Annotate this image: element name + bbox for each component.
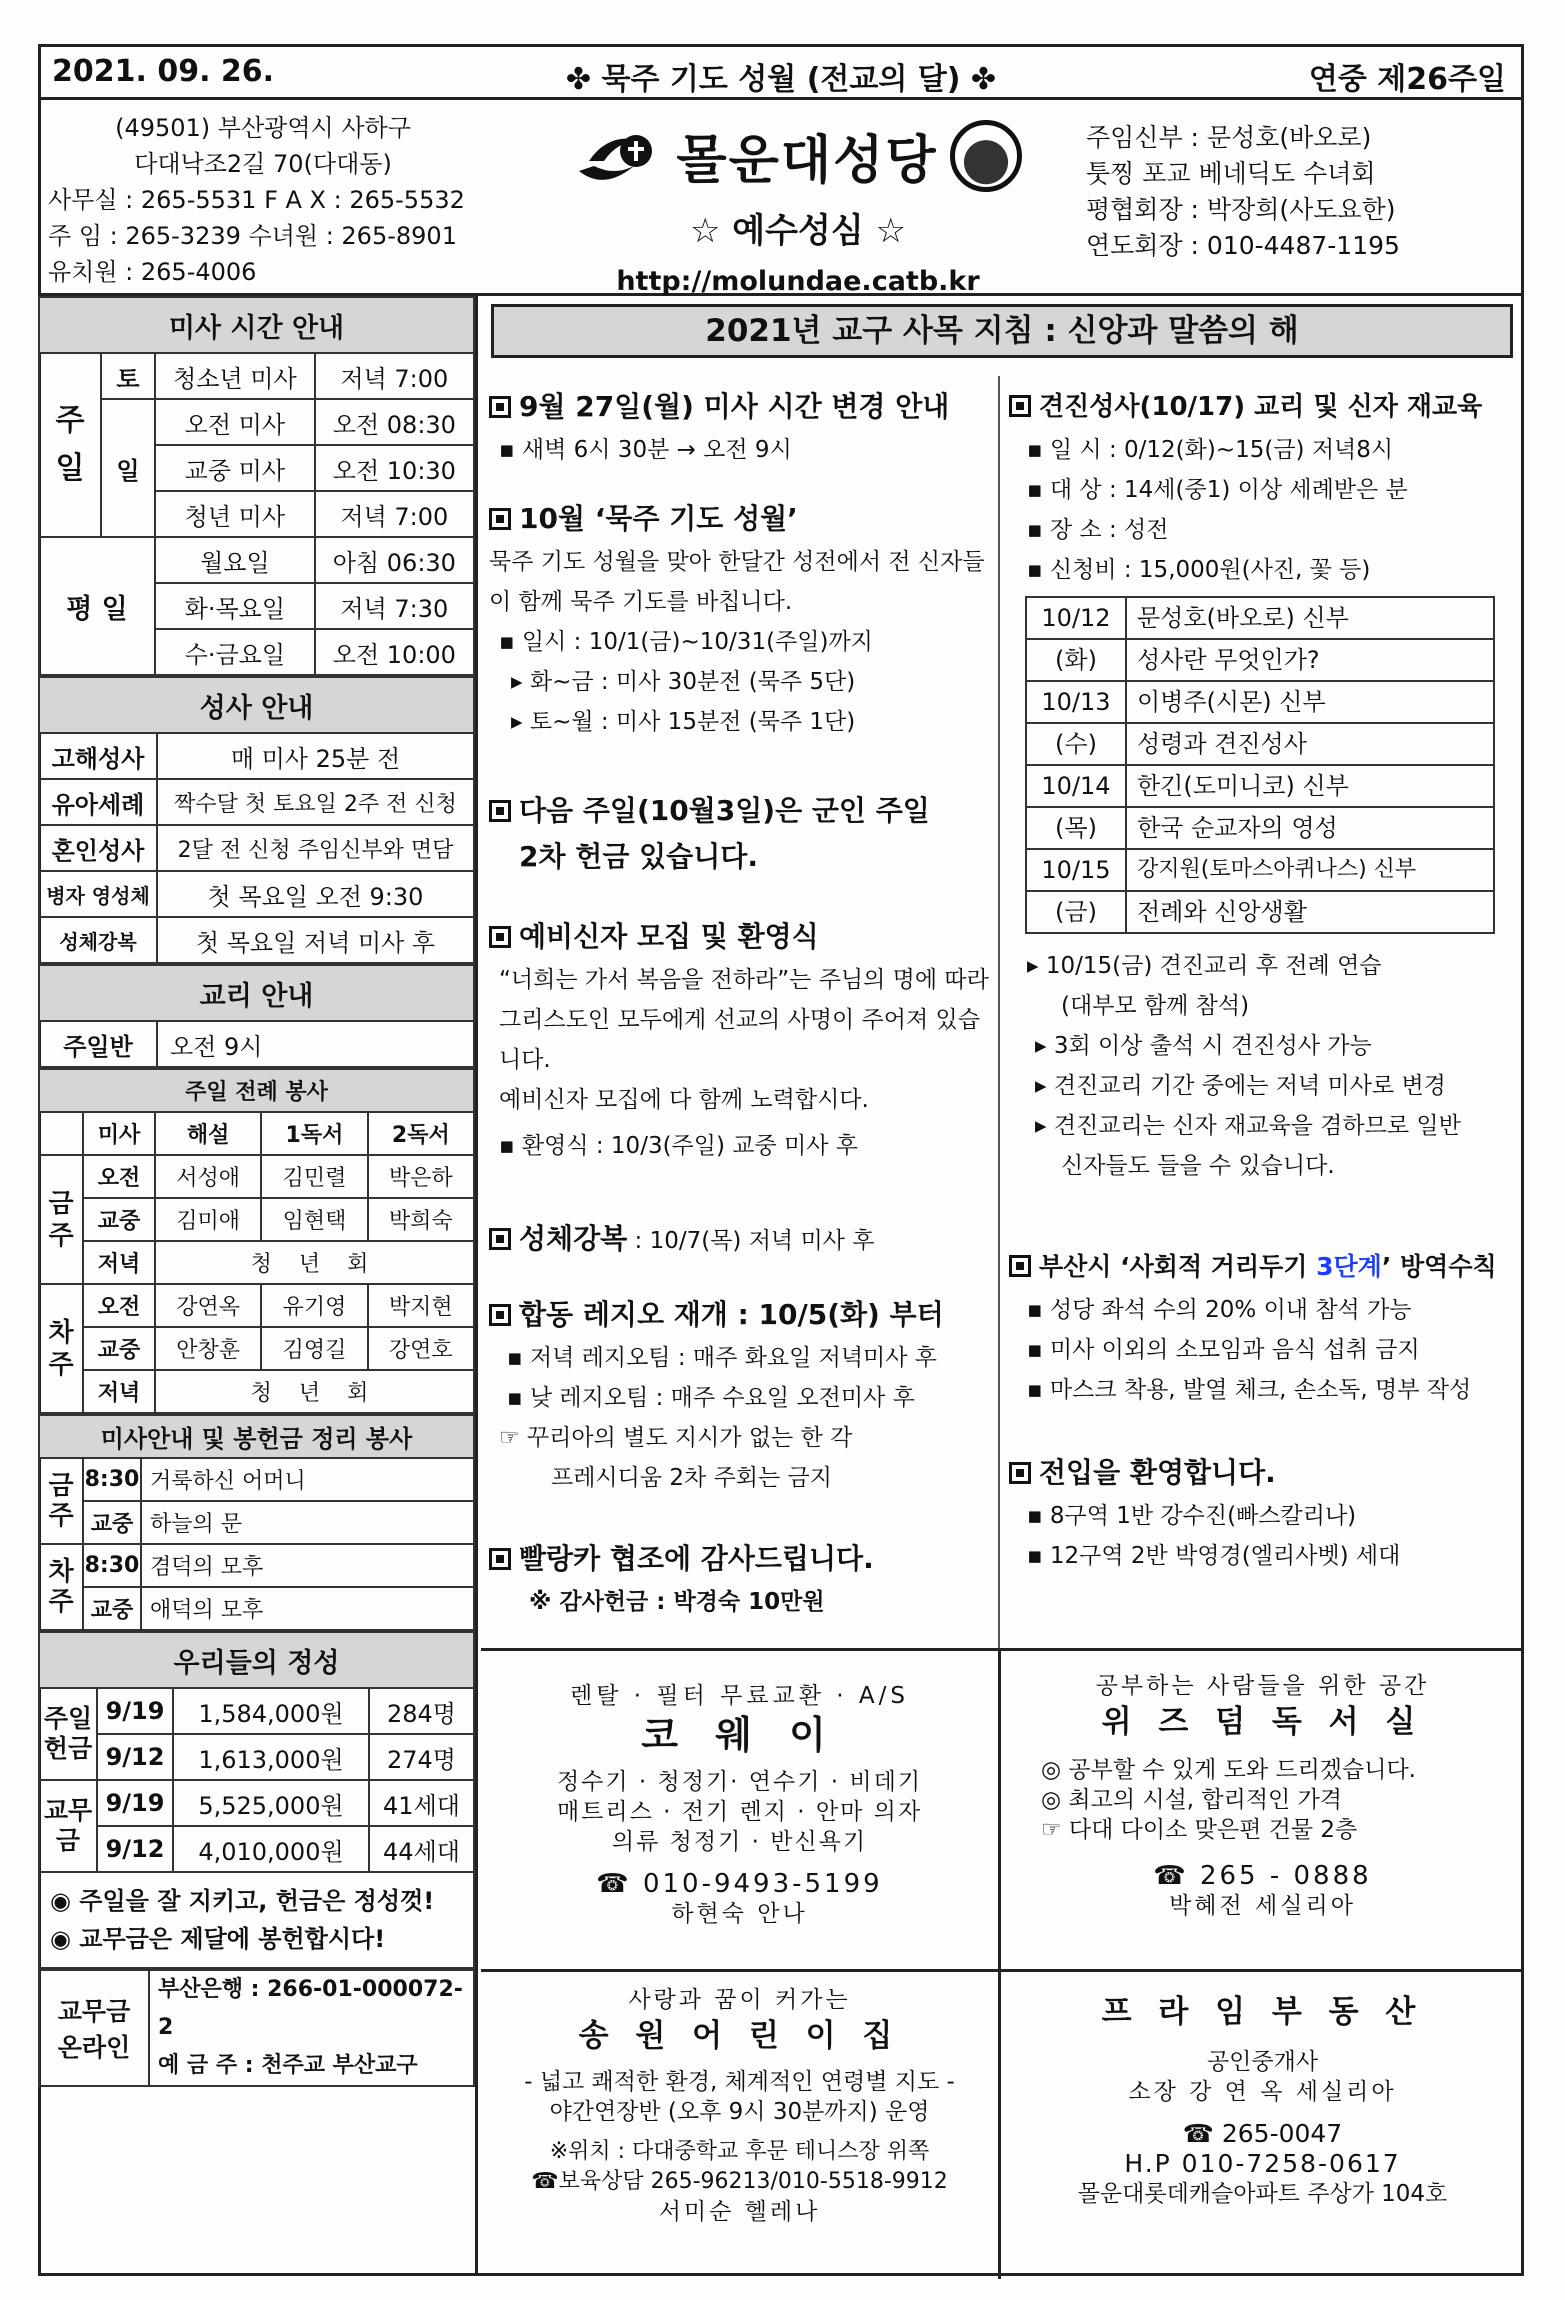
staff-block [1086, 120, 1400, 264]
lecture-day: (금) [1026, 891, 1126, 933]
ad-tagline: 사랑과 꿈이 커가는 [628, 1987, 851, 2013]
lecture-day: (화) [1026, 639, 1126, 681]
lecture-table [1025, 596, 1495, 934]
online-info [149, 1970, 474, 2086]
lecture-date: 10/13 [1026, 681, 1126, 723]
checkbox-icon [489, 800, 511, 822]
lecture-date: 10/15 [1026, 849, 1126, 891]
notice-heading: 전입을 환영합니다. [1039, 1456, 1276, 1489]
ad-phone: ☎ 265-0047 [1182, 2119, 1343, 2148]
mass-name: 화·목요일 [155, 583, 315, 629]
lecture-topic: 전례와 신앙생활 [1126, 891, 1494, 933]
notice-palanca [489, 1536, 994, 1622]
cell: 저녁 [83, 1241, 155, 1284]
notice-heading: 10월 ‘묵주 기도 성월’ [519, 502, 798, 535]
mass-title: 미사 시간 안내 [39, 297, 474, 353]
notice-line: ☞ 꾸리아의 별도 지시가 없는 한 각 [499, 1425, 853, 1451]
liturgical-week: 연중 제26주일 [1308, 62, 1506, 97]
checkbox-icon [489, 508, 511, 530]
col-head: 미사 [83, 1112, 155, 1155]
cell: 애덕의 모후 [141, 1587, 474, 1630]
notice-line: ▸ 3회 이상 출석 시 견진성사 가능 [1035, 1033, 1372, 1059]
notice-line: ▸ 화~금 : 미사 30분전 (묵주 5단) [511, 669, 856, 695]
lecturer: 강지원(토마스아퀴나스) 신부 [1126, 849, 1494, 891]
sacrament-info: 첫 목요일 오전 9:30 [157, 871, 474, 917]
lecturer: 한긴(도미니코) 신부 [1126, 765, 1494, 807]
ad-daycare [481, 1985, 998, 2227]
sacrament-title: 성사 안내 [39, 677, 474, 733]
ad-divider [481, 1969, 1524, 1972]
cell: 박은하 [368, 1155, 474, 1198]
blank-cell [39, 1112, 83, 1155]
notice-line: ▪ 환영식 : 10/3(주일) 교중 미사 후 [499, 1133, 858, 1159]
checkbox-icon [1009, 395, 1031, 417]
lecture-date: 10/14 [1026, 765, 1126, 807]
guide-title: 미사안내 및 봉헌금 정리 봉사 [39, 1415, 474, 1458]
guide-table [38, 1414, 475, 1631]
office-phone: 사무실 : 265-5531 F A X : 265-5532 [48, 186, 465, 214]
cell: 청 년 회 [155, 1241, 474, 1284]
address-block [48, 110, 478, 290]
notice-benediction [489, 1216, 994, 1264]
cell: 김미애 [155, 1198, 261, 1241]
cell: 4,010,000원 [173, 1826, 369, 1872]
notice-confirmation [1009, 384, 1519, 1186]
mass-name: 청소년 미사 [155, 353, 315, 399]
month-theme: ✤ 묵주 기도 성월 (전교의 달) ✤ [565, 62, 997, 97]
notice-line: ▪ 일시 : 10/1(금)~10/31(주일)까지 [499, 629, 873, 655]
left-column [38, 296, 478, 2276]
cell: 8:30 [83, 1458, 141, 1501]
ad-line: ☎보육상담 265-96213/010-5518-9912 [531, 2169, 948, 2194]
notice-line: ▸ 10/15(금) 견진교리 후 전례 연습 [1027, 953, 1382, 979]
notice-line: ▪ 8구역 1반 강수진(빠스칼리나) [1027, 1503, 1357, 1529]
sacrament-name: 유아세례 [39, 779, 157, 825]
cell: 거룩하신 어머니 [141, 1458, 474, 1501]
ship-emblem-icon [950, 120, 1022, 192]
level-highlight: 3단계 [1316, 1252, 1382, 1281]
notice-catechumen [489, 914, 994, 1166]
notice-heading: 부산시 ‘사회적 거리두기 [1039, 1252, 1317, 1281]
lecture-date: 10/12 [1026, 597, 1126, 639]
cell: 교중 [83, 1587, 141, 1630]
ad-line: ☞ 다대 다이소 맞은편 건물 2층 [1041, 1817, 1358, 1843]
mass-name: 교중 미사 [155, 445, 315, 491]
col-head: 1독서 [261, 1112, 367, 1155]
ad-phone: ☎ 265 - 0888 [1153, 1861, 1372, 1891]
ad-address: 몰운대롯데캐슬아파트 주상가 104호 [1077, 2181, 1448, 2207]
staff-line: 평협회장 : 박장희(사도요한) [1086, 195, 1396, 224]
pastoral-banner: 2021년 교구 사목 지침 : 신앙과 말씀의 해 [491, 304, 1513, 358]
ad-name: 프 라 임 부 동 산 [1101, 1994, 1424, 2030]
account-holder: 예 금 주 : 천주교 부산교구 [158, 2053, 418, 2078]
cell: 김민렬 [261, 1155, 367, 1198]
catechism-table [38, 964, 475, 1068]
notice-paragraph: 예비신자 모집에 다 함께 노력합시다. [499, 1087, 869, 1113]
cell: 교중 [83, 1501, 141, 1544]
ad-wisdom [1001, 1671, 1524, 1921]
catechism-label: 주일반 [39, 1021, 157, 1067]
cell: 교중 [83, 1327, 155, 1370]
notice-line: ▪ 저녁 레지오팀 : 매주 화요일 저녁미사 후 [507, 1345, 938, 1371]
cell: 겸덕의 모후 [141, 1544, 474, 1587]
sacrament-name: 성체강복 [39, 917, 157, 963]
notice-text: : 10/7(목) 저녁 미사 후 [627, 1228, 875, 1254]
checkbox-icon [1009, 1462, 1031, 1484]
notice-line: ▪ 대 상 : 14세(중1) 이상 세례받은 분 [1027, 477, 1408, 503]
ad-contact: 박혜전 세실리아 [1169, 1893, 1356, 1919]
notice-paragraph: “너희는 가서 복음을 전하라”는 주님의 명에 따라 그리스도인 모두에게 선교의 사명이 주어져 있습니다. [499, 967, 989, 1073]
cell: 41세대 [369, 1780, 474, 1826]
lecture-day: (목) [1026, 807, 1126, 849]
liturgy-table [38, 1068, 475, 1414]
notice-heading: 9월 27일(월) 미사 시간 변경 안내 [519, 390, 950, 423]
ad-contact: 서미순 헬레나 [658, 2199, 821, 2225]
ad-coway [481, 1681, 998, 1929]
lecturer: 이병주(시몬) 신부 [1126, 681, 1494, 723]
address-line: 다대낙조2길 70(다대동) [134, 150, 392, 178]
issue-date: 2021. 09. 26. [52, 54, 275, 89]
ad-phone: ☎ 010-9493-5199 [596, 1869, 883, 1899]
cell: 284명 [369, 1688, 474, 1734]
next-week-label: 차주 [39, 1544, 83, 1630]
staff-line: 툿찡 포교 베네딕도 수녀회 [1086, 159, 1376, 188]
catechism-value: 오전 9시 [157, 1021, 474, 1067]
notice-legio [489, 1292, 994, 1498]
notice-line: ▪ 마스크 착용, 발열 체크, 손소독, 명부 작성 [1027, 1377, 1472, 1403]
cell: 274명 [369, 1734, 474, 1780]
ad-line: - 넓고 쾌적한 환경, 체계적인 연령별 지도 - [524, 2069, 955, 2095]
this-week-label: 금주 [39, 1458, 83, 1544]
notice-heading: 견진성사(10/17) 교리 및 신자 재교육 [1039, 392, 1483, 422]
liturgy-title: 주일 전례 봉사 [39, 1069, 474, 1112]
next-week-label: 차주 [39, 1284, 83, 1413]
notice-line: ▪ 새벽 6시 30분 → 오전 9시 [499, 437, 792, 463]
ad-name: 코 웨 이 [641, 1713, 838, 1757]
notice-heading: 다음 주일(10월3일)은 군인 주일 [519, 794, 930, 827]
ad-line: 공인중개사 [1206, 2049, 1319, 2075]
bank-account: 부산은행 : 266-01-000072-2 [158, 1977, 463, 2040]
cell: 김영길 [261, 1327, 367, 1370]
notice-line: ▸ 견진교리는 신자 재교육을 겸하므로 일반 [1035, 1113, 1461, 1139]
sacrament-info: 짝수달 첫 토요일 2주 전 신청 [157, 779, 474, 825]
col-head: 2독서 [368, 1112, 474, 1155]
weekday-label: 평 일 [39, 537, 155, 675]
ad-line: 야간연장반 (오후 9시 30분까지) 운영 [549, 2099, 930, 2125]
notice-line: ▪ 낮 레지오팀 : 매주 수요일 오전미사 후 [507, 1385, 915, 1411]
cell: 저녁 [83, 1370, 155, 1413]
notice-line: 프레시디움 2차 주회는 금지 [551, 1465, 832, 1491]
ad-line: 정수기 · 청정기· 연수기 · 비데기 [556, 1769, 923, 1795]
online-table [38, 1969, 475, 2087]
notice-heading: 빨랑카 협조에 감사드립니다. [519, 1542, 874, 1575]
sun-label: 일 [101, 399, 155, 537]
notice-line: ▸ 견진교리 기간 중에는 저녁 미사로 변경 [1035, 1073, 1446, 1099]
this-week-label: 금주 [39, 1155, 83, 1284]
sacrament-info: 매 미사 25분 전 [157, 733, 474, 779]
notice-line: ▪ 일 시 : 0/12(화)~15(금) 저녁8시 [1027, 437, 1394, 463]
online-label: 교무금 온라인 [39, 1970, 149, 2086]
checkbox-icon [489, 926, 511, 948]
swirl-cross-icon [574, 121, 664, 191]
notice-line: ▪ 장 소 : 성전 [1027, 517, 1169, 543]
sunday-offering-label: 주일헌금 [39, 1688, 97, 1780]
church-name: 몰운대성당 [676, 131, 938, 191]
main-column [481, 296, 1524, 1648]
sunday-label: 주 일 [39, 353, 101, 537]
notice-line: ▸ 토~월 : 미사 15분전 (묵주 1단) [511, 709, 856, 735]
kindergarten-phone: 유치원 : 265-4006 [48, 258, 257, 286]
church-subtitle: ☆ 예수성심 ☆ [689, 211, 906, 251]
ad-line: 의류 청정기 · 반신욕기 [611, 1829, 868, 1855]
notice-heading: 2차 헌금 있습니다. [519, 840, 758, 873]
staff-line: 주임신부 : 문성호(바오로) [1086, 123, 1372, 152]
checkbox-icon [489, 1228, 511, 1250]
ad-line: ◎ 최고의 시설, 합리적인 가격 [1041, 1787, 1343, 1813]
notice-line: ▪ 12구역 2반 박영경(엘리사벳) 세대 [1027, 1543, 1401, 1569]
notice-line: ▪ 미사 이외의 소모임과 음식 섭취 금지 [1027, 1337, 1420, 1363]
mass-name: 청년 미사 [155, 491, 315, 537]
cell: 8:30 [83, 1544, 141, 1587]
checkbox-icon [1009, 1255, 1031, 1277]
lecture-topic: 성사란 무엇인가? [1126, 639, 1494, 681]
cell: 1,613,000원 [173, 1734, 369, 1780]
top-bar [38, 44, 1524, 100]
offering-notes [39, 1872, 474, 1968]
cell: 서성애 [155, 1155, 261, 1198]
mass-time: 저녁 7:00 [315, 353, 474, 399]
notice-military-sunday [489, 788, 994, 880]
ad-realestate [1001, 1991, 1524, 2209]
notice-rosary [489, 496, 994, 742]
notice-line: (대부모 함께 참석) [1061, 993, 1250, 1019]
mass-time: 오전 10:30 [315, 445, 474, 491]
header [38, 100, 1524, 296]
sacrament-table [38, 676, 475, 964]
notice-line: ▪ 성당 좌석 수의 20% 이내 참석 가능 [1027, 1297, 1412, 1323]
mass-time: 저녁 7:00 [315, 491, 474, 537]
ad-name: 송 원 어 린 이 집 [578, 2018, 901, 2054]
cell: 강연호 [368, 1327, 474, 1370]
cell: 유기영 [261, 1284, 367, 1327]
notice-distancing [1009, 1244, 1521, 1410]
offering-table [38, 1631, 475, 1969]
church-url[interactable]: http://molundae.catb.kr [616, 266, 980, 297]
offering-title: 우리들의 정성 [39, 1632, 474, 1688]
sacrament-info: 2달 전 신청 주임신부와 면담 [157, 825, 474, 871]
notice-heading: ’ 방역수칙 [1381, 1252, 1497, 1281]
staff-line: 연도회장 : 010-4487-1195 [1086, 231, 1400, 260]
notice-line: 신자들도 들을 수 있습니다. [1061, 1153, 1335, 1179]
mass-name: 월요일 [155, 537, 315, 583]
checkbox-icon [489, 1304, 511, 1326]
cell: 9/12 [97, 1826, 173, 1872]
cell: 박희숙 [368, 1198, 474, 1241]
ad-line: 매트리스 · 전기 렌지 · 안마 의자 [556, 1799, 923, 1825]
ad-tagline: 공부하는 사람들을 위한 공간 [1095, 1673, 1430, 1699]
lecture-day: (수) [1026, 723, 1126, 765]
checkbox-icon [489, 1548, 511, 1570]
checkbox-icon [489, 396, 511, 418]
ad-contact: 하현숙 안나 [671, 1901, 808, 1927]
cell: 5,525,000원 [173, 1780, 369, 1826]
cell: 교중 [83, 1198, 155, 1241]
ad-name: 위 즈 덤 독 서 실 [1101, 1704, 1424, 1740]
cell: 오전 [83, 1284, 155, 1327]
cell: 청 년 회 [155, 1370, 474, 1413]
ad-mobile: H.P 010-7258-0617 [1124, 2149, 1401, 2178]
cell: 9/12 [97, 1734, 173, 1780]
dues-label: 교무금 [39, 1780, 97, 1872]
church-logo [558, 118, 1038, 193]
mass-time: 아침 06:30 [315, 537, 474, 583]
col-head: 해설 [155, 1112, 261, 1155]
cell: 안창훈 [155, 1327, 261, 1370]
notice-heading: 성체강복 [519, 1222, 628, 1255]
mass-time: 오전 10:00 [315, 629, 474, 675]
ad-line: 소장 강 연 옥 세실리아 [1128, 2079, 1397, 2105]
cell: 9/19 [97, 1688, 173, 1734]
catechism-title: 교리 안내 [39, 965, 474, 1021]
notice-heading: 예비신자 모집 및 환영식 [519, 920, 819, 953]
sacrament-name: 혼인성사 [39, 825, 157, 871]
notice-line: ▪ 신청비 : 15,000원(사진, 꽃 등) [1027, 557, 1371, 583]
cell: 9/19 [97, 1780, 173, 1826]
cell: 오전 [83, 1155, 155, 1198]
mass-name: 오전 미사 [155, 399, 315, 445]
notice-heading: 합동 레지오 재개 : 10/5(화) 부터 [519, 1298, 944, 1331]
note: ◉ 주일을 잘 지키고, 헌금은 정성껏! [50, 1887, 435, 1915]
sacrament-name: 고해성사 [39, 733, 157, 779]
mass-schedule-table [38, 296, 475, 676]
note: ◉ 교무금은 제달에 봉헌합시다! [50, 1925, 386, 1953]
cell: 박지현 [368, 1284, 474, 1327]
mass-time: 저녁 7:30 [315, 583, 474, 629]
sat-label: 토 [101, 353, 155, 399]
notice-mass-change [489, 384, 989, 470]
mass-time: 오전 08:30 [315, 399, 474, 445]
lecturer: 문성호(바오로) 신부 [1126, 597, 1494, 639]
notice-paragraph: 묵주 기도 성월을 맞아 한달간 성전에서 전 신자들이 함께 묵주 기도를 바칩니다. [489, 549, 985, 615]
lecture-topic: 성령과 견진성사 [1126, 723, 1494, 765]
cell: 하늘의 문 [141, 1501, 474, 1544]
notice-line: ※ 감사헌금 : 박경숙 10만원 [529, 1589, 825, 1615]
cell: 강연옥 [155, 1284, 261, 1327]
mass-name: 수·금요일 [155, 629, 315, 675]
ad-line: ◎ 공부할 수 있게 도와 드리겠습니다. [1041, 1757, 1416, 1783]
ad-tagline: 렌탈 · 필터 무료교환 · A/S [569, 1683, 909, 1709]
sacrament-name: 병자 영성체 [39, 871, 157, 917]
notice-welcome [1009, 1450, 1514, 1576]
cell: 1,584,000원 [173, 1688, 369, 1734]
cell: 임현택 [261, 1198, 367, 1241]
cell: 44세대 [369, 1826, 474, 1872]
sacrament-info: 첫 목요일 저녁 미사 후 [157, 917, 474, 963]
address-line: (49501) 부산광역시 사하구 [115, 114, 411, 142]
church-title-block [558, 118, 1038, 297]
priest-phone: 주 임 : 265-3239 수녀원 : 265-8901 [48, 222, 457, 250]
ads-section [481, 1648, 1524, 2276]
ad-line: ※위치 : 다대중학교 후문 테니스장 위쪽 [549, 2139, 930, 2164]
lecture-topic: 한국 순교자의 영성 [1126, 807, 1494, 849]
